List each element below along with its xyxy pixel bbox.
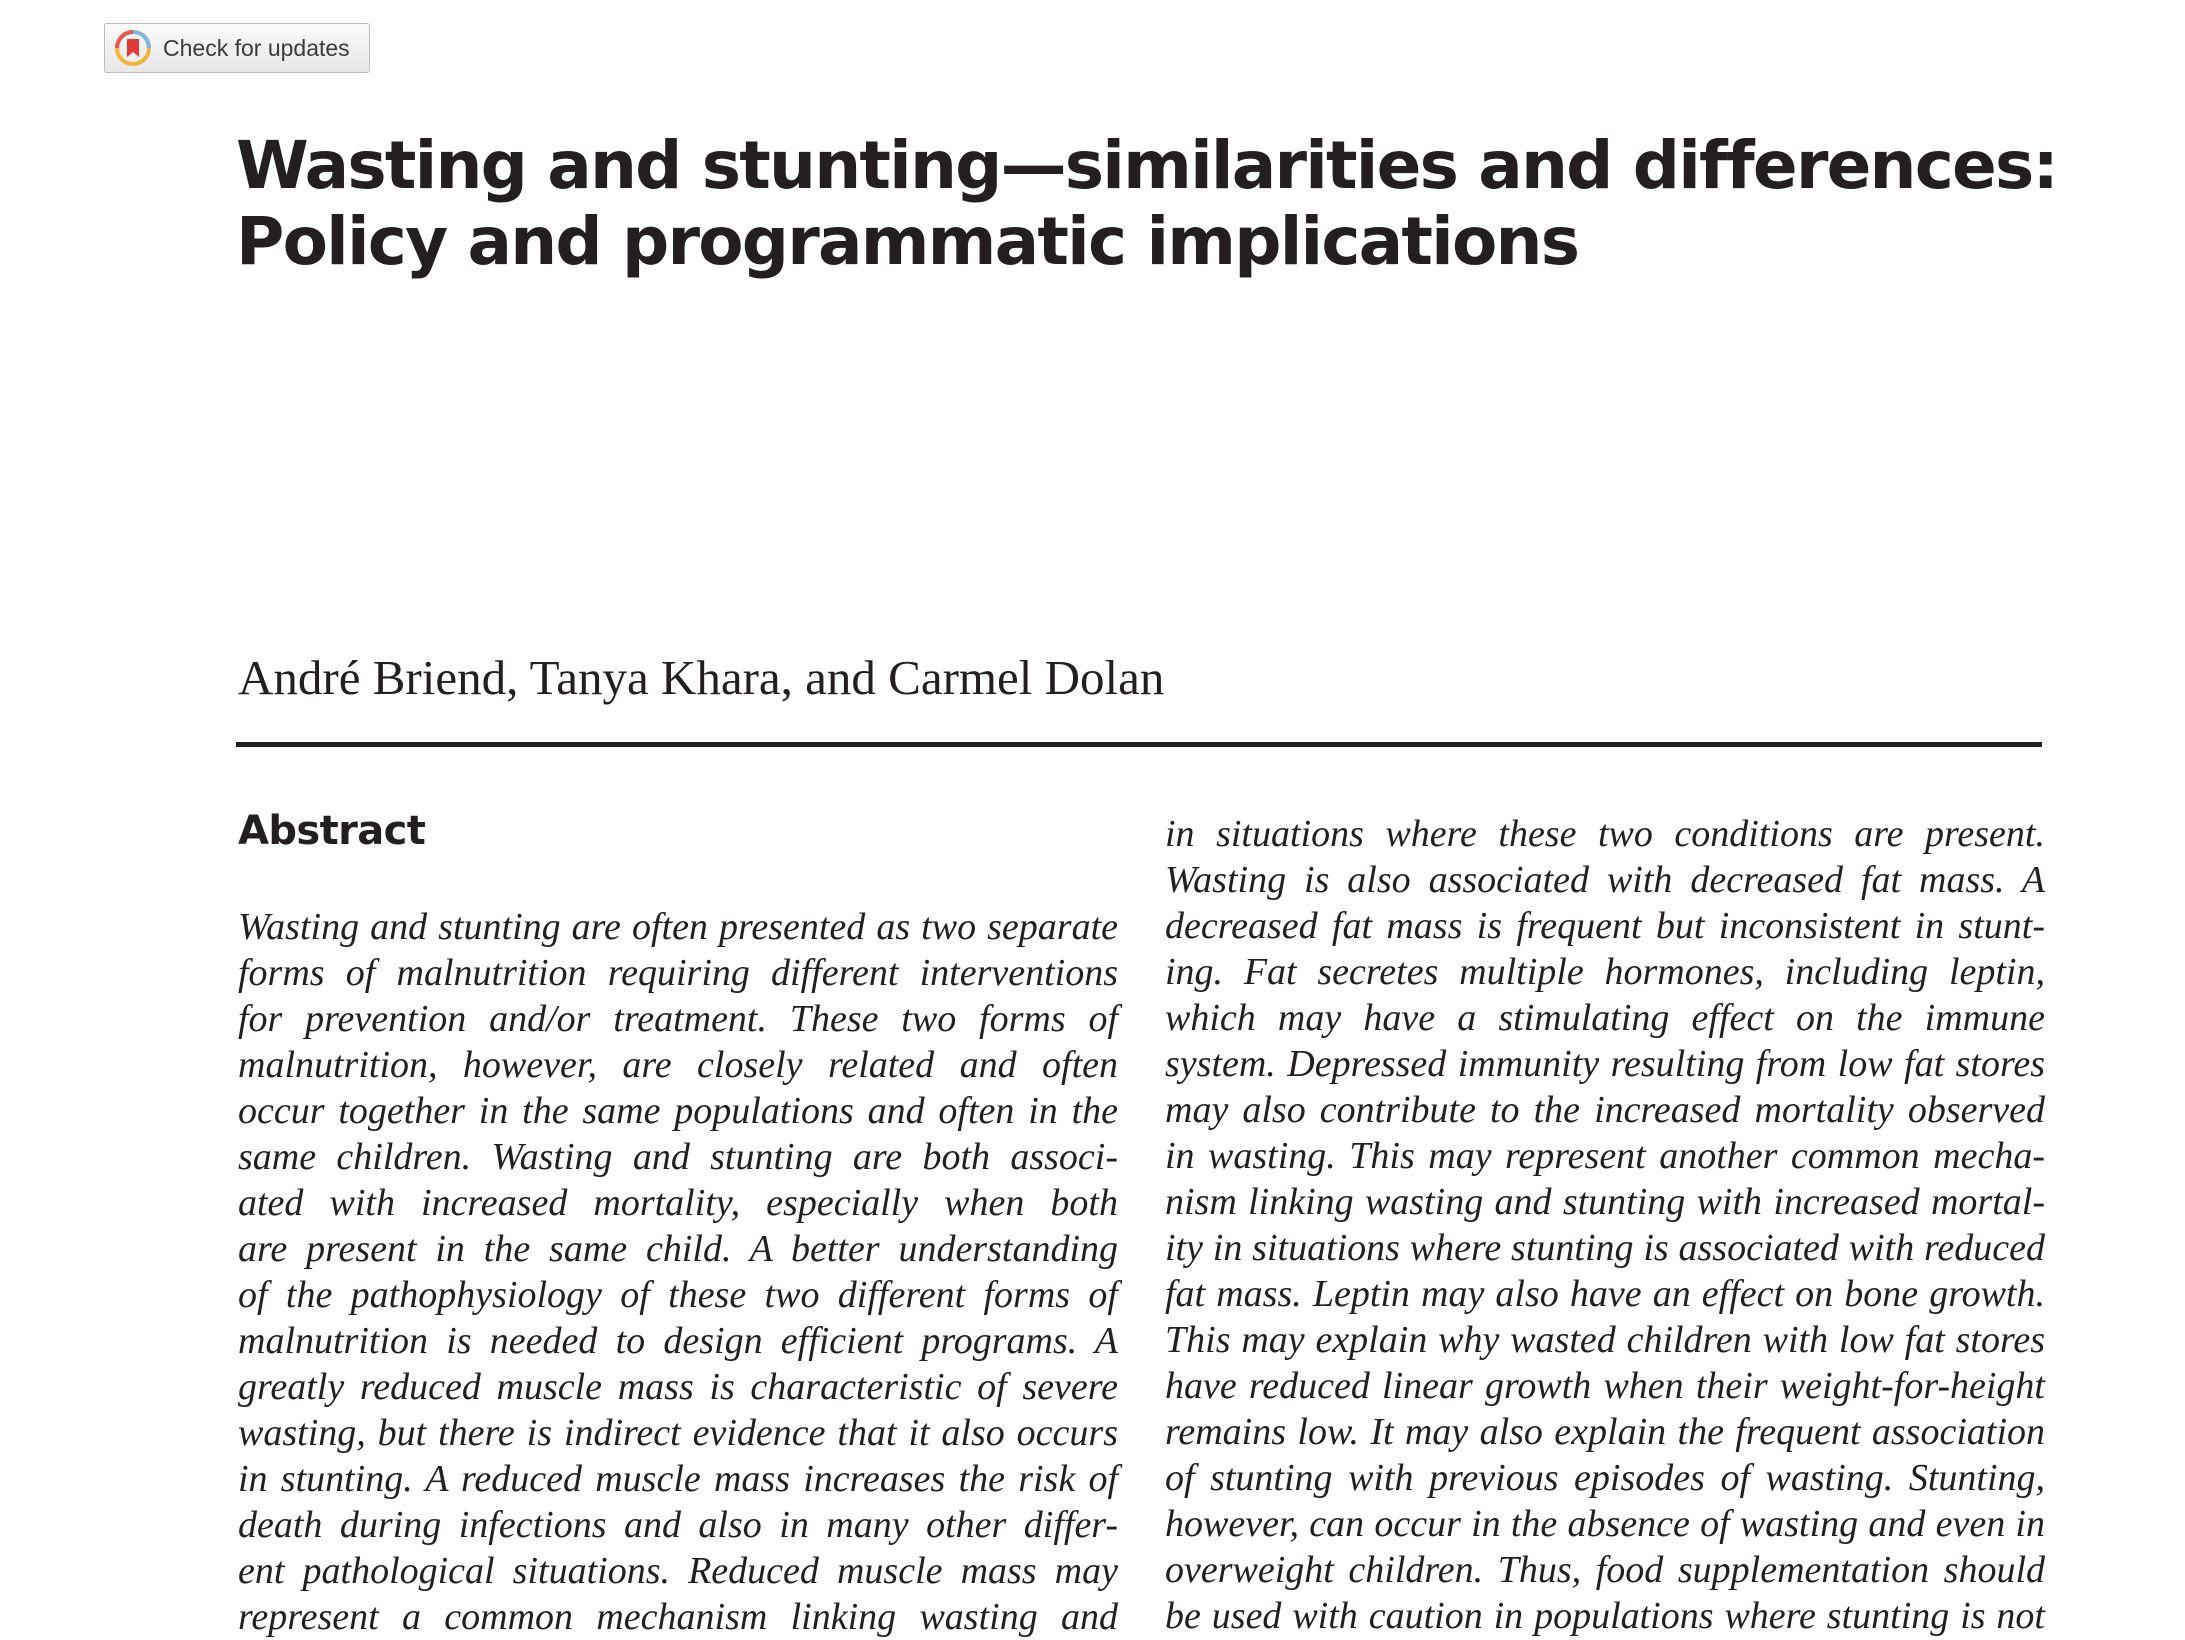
- article-title: [236, 128, 2096, 280]
- abstract-line: of stunting with previous episodes of wasting. Stunting,: [1165, 1457, 2045, 1499]
- abstract-line: Wasting is also associated with decreased fat mass. A: [1165, 859, 2045, 901]
- abstract-line: fat mass. Leptin may also have an effect on bone growth.: [1165, 1273, 2045, 1315]
- abstract-line: system. Depressed immunity resulting from low fat stores: [1165, 1043, 2045, 1085]
- title-divider: [236, 742, 2042, 747]
- abstract-right-column: [1165, 811, 2045, 1639]
- abstract-line: be used with caution in populations where stunting is not: [1165, 1595, 2045, 1637]
- abstract-heading: Abstract: [238, 808, 426, 854]
- abstract-line: Wasting and stunting are often presented as two separate: [238, 906, 1118, 948]
- abstract-line: of the pathophysiology of these two different forms of: [238, 1274, 1118, 1316]
- abstract-line: malnutrition is needed to design efficient programs. A: [238, 1320, 1118, 1362]
- check-for-updates-button[interactable]: [104, 23, 370, 73]
- abstract-line: however, can occur in the absence of wasting and even in: [1165, 1503, 2045, 1545]
- abstract-line: forms of malnutrition requiring different interventions: [238, 952, 1118, 994]
- abstract-line: occur together in the same populations and often in the: [238, 1090, 1118, 1132]
- abstract-line: ated with increased mortality, especially when both: [238, 1182, 1118, 1224]
- abstract-line: are present in the same child. A better understanding: [238, 1228, 1118, 1270]
- abstract-line: ity in situations where stunting is associated with reduced: [1165, 1227, 2045, 1269]
- check-for-updates-label: Check for updates: [163, 34, 350, 61]
- abstract-line: for prevention and/or treatment. These two forms of: [238, 998, 1118, 1040]
- abstract-line: wasting, but there is indirect evidence that it also occurs: [238, 1412, 1118, 1454]
- abstract-line: in wasting. This may represent another common mecha-: [1165, 1135, 2045, 1177]
- abstract-line: have reduced linear growth when their weight-for-height: [1165, 1365, 2045, 1407]
- abstract-line: death during infections and also in many other differ-: [238, 1504, 1118, 1546]
- abstract-line: represent a common mechanism linking wasting and: [238, 1596, 1118, 1638]
- abstract-left-column: [238, 904, 1118, 1640]
- article-title-line-2: Policy and programmatic implications: [236, 203, 1579, 280]
- abstract-line: ing. Fat secretes multiple hormones, including leptin,: [1165, 951, 2045, 993]
- abstract-line: overweight children. Thus, food supplementation should: [1165, 1549, 2045, 1591]
- author-list: André Briend, Tanya Khara, and Carmel Dolan: [238, 650, 1165, 705]
- abstract-line: same children. Wasting and stunting are both associ-: [238, 1136, 1118, 1178]
- abstract-line: in situations where these two conditions are present.: [1165, 813, 2045, 855]
- abstract-line: remains low. It may also explain the frequent association: [1165, 1411, 2045, 1453]
- abstract-line: in stunting. A reduced muscle mass increases the risk of: [238, 1458, 1118, 1500]
- abstract-line: decreased fat mass is frequent but inconsistent in stunt-: [1165, 905, 2045, 947]
- abstract-line: greatly reduced muscle mass is characteristic of severe: [238, 1366, 1118, 1408]
- crossmark-icon: [115, 30, 151, 66]
- abstract-line: This may explain why wasted children with low fat stores: [1165, 1319, 2045, 1361]
- abstract-line: malnutrition, however, are closely related and often: [238, 1044, 1118, 1086]
- abstract-line: nism linking wasting and stunting with increased mortal-: [1165, 1181, 2045, 1223]
- abstract-line: may also contribute to the increased mortality observed: [1165, 1089, 2045, 1131]
- article-title-line-1: Wasting and stunting—similarities and differences:: [236, 127, 2058, 204]
- abstract-line: ent pathological situations. Reduced muscle mass may: [238, 1550, 1118, 1592]
- abstract-line: which may have a stimulating effect on the immune: [1165, 997, 2045, 1039]
